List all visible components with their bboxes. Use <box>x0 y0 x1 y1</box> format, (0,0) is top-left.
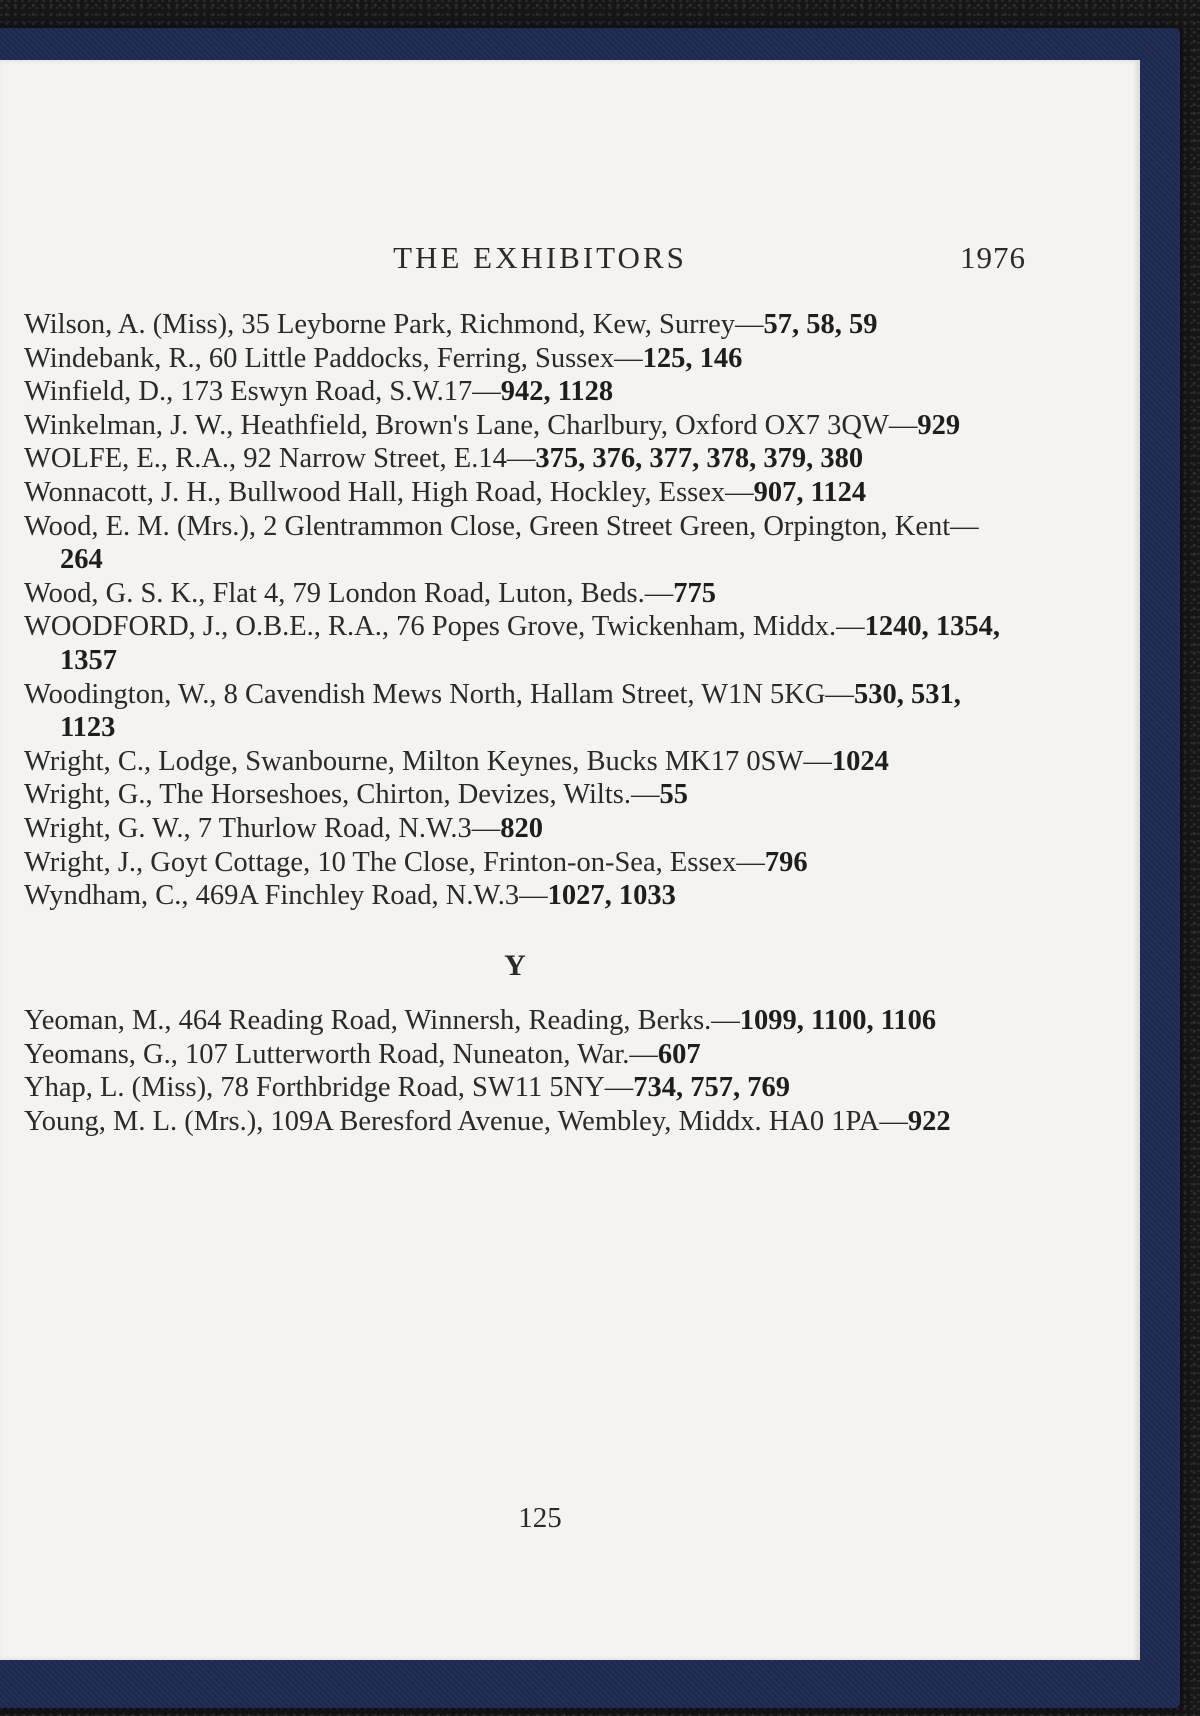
entry-references: 1024 <box>831 745 889 777</box>
entry-references: 929 <box>917 409 961 441</box>
exhibitor-entry <box>24 442 1006 476</box>
entry-address: Wyndham, C., 469A Finchley Road, N.W.3— <box>24 880 548 912</box>
exhibitor-entry <box>24 342 1006 376</box>
entry-references: 1027, 1033 <box>547 880 676 912</box>
entry-address: Wright, J., Goyt Cottage, 10 The Close, Frinton-on-Sea, Essex— <box>24 846 765 878</box>
exhibitor-entry <box>24 1038 1006 1072</box>
exhibitor-entry <box>24 1004 1006 1038</box>
exhibitor-entry <box>24 745 1006 779</box>
book-page <box>0 60 1140 1660</box>
entry-address: Wood, G. S. K., Flat 4, 79 London Road, Luton, Beds.— <box>24 577 674 609</box>
entry-references: 907, 1124 <box>753 476 867 508</box>
exhibitor-entry <box>24 375 1006 409</box>
section-w <box>24 308 1006 913</box>
entry-address: Wonnacott, J. H., Bullwood Hall, High Road, Hockley, Essex— <box>24 476 754 508</box>
page-year: 1976 <box>960 240 1026 275</box>
entry-references: 1240, 1354, 1357 <box>60 611 1000 676</box>
exhibitor-entry <box>24 308 1006 342</box>
entry-references: 57, 58, 59 <box>763 309 878 340</box>
entry-references: 530, 531, 1123 <box>60 678 961 744</box>
entry-address: Winkelman, J. W., Heathfield, Brown's Lane, Charlbury, Oxford OX7 3QW— <box>24 409 918 441</box>
exhibitor-entry <box>24 879 1006 913</box>
exhibitor-entry <box>24 510 1006 577</box>
exhibitor-entry <box>24 610 1006 677</box>
entry-address: WOODFORD, J., O.B.E., R.A., 76 Popes Grove, Twickenham, Middx.— <box>24 611 865 643</box>
entry-references: 734, 757, 769 <box>633 1072 791 1104</box>
entry-references: 796 <box>764 846 808 878</box>
entry-references: 1099, 1100, 1106 <box>739 1005 937 1037</box>
entry-references: 264 <box>60 544 103 576</box>
entry-address: Yeoman, M., 464 Reading Road, Winnersh, Reading, Berks.— <box>24 1005 740 1037</box>
entry-address: Wright, G. W., 7 Thurlow Road, N.W.3— <box>24 812 501 844</box>
exhibitor-list <box>24 308 1006 1139</box>
entry-address: Wilson, A. (Miss), 35 Leyborne Park, Richmond, Kew, Surrey— <box>24 309 764 340</box>
entry-references: 922 <box>907 1106 951 1138</box>
page-title: THE EXHIBITORS <box>393 240 687 275</box>
entry-address: Wright, C., Lodge, Swanbourne, Milton Keynes, Bucks MK17 0SW— <box>24 745 832 777</box>
entry-address: WOLFE, E., R.A., 92 Narrow Street, E.14— <box>24 443 536 475</box>
exhibitor-entry <box>24 778 1006 812</box>
exhibitor-entry <box>24 678 1006 745</box>
entry-references: 607 <box>657 1038 701 1070</box>
exhibitor-entry <box>24 1071 1006 1105</box>
running-head <box>24 240 1026 280</box>
exhibitor-entry <box>24 476 1006 510</box>
entry-address: Young, M. L. (Mrs.), 109A Beresford Avenue, Wembley, Middx. HA0 1PA— <box>24 1106 908 1138</box>
page-number: 125 <box>518 1502 562 1534</box>
entry-address: Wood, E. M. (Mrs.), 2 Glentrammon Close, Green Street Green, Orpington, Kent— <box>24 510 979 542</box>
entry-address: Yhap, L. (Miss), 78 Forthbridge Road, SW11 5NY— <box>24 1072 634 1104</box>
entry-address: Wright, G., The Horseshoes, Chirton, Devizes, Wilts.— <box>24 779 660 811</box>
entry-references: 375, 376, 377, 378, 379, 380 <box>535 443 864 475</box>
section-letter-heading: Y <box>504 948 526 982</box>
exhibitor-entry <box>24 846 1006 880</box>
entry-references: 775 <box>673 577 716 609</box>
entry-address: Winfield, D., 173 Eswyn Road, S.W.17— <box>24 376 501 408</box>
entry-references: 942, 1128 <box>500 376 614 408</box>
section-y <box>24 1004 1006 1138</box>
exhibitor-entry <box>24 409 1006 443</box>
entry-address: Yeomans, G., 107 Lutterworth Road, Nuneaton, War.— <box>24 1038 658 1070</box>
entry-references: 55 <box>659 779 688 811</box>
entry-references: 125, 146 <box>642 342 743 374</box>
entry-address: Windebank, R., 60 Little Paddocks, Ferring, Sussex— <box>24 342 643 374</box>
exhibitor-entry <box>24 1105 1006 1139</box>
entry-address: Woodington, W., 8 Cavendish Mews North, Hallam Street, W1N 5KG— <box>24 678 854 710</box>
exhibitor-entry <box>24 577 1006 611</box>
entry-references: 820 <box>500 812 543 844</box>
exhibitor-entry <box>24 812 1006 846</box>
